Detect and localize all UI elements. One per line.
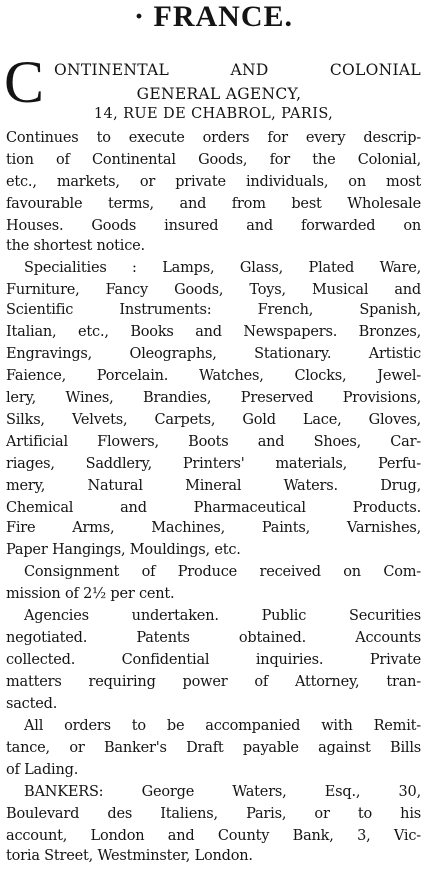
text-line: the shortest notice.: [6, 238, 145, 254]
text-line: Agencies undertaken. Public Securities: [24, 608, 421, 624]
agency-address: 14, RUE DE CHABROL, PARIS,: [93, 106, 334, 122]
text-line: etc., markets, or private individuals, on most: [6, 174, 421, 190]
text-line: tion of Continental Goods, for the Colonial,: [6, 152, 421, 168]
text-line: Houses. Goods insured and forwarded on: [6, 218, 421, 234]
text-line: lery, Wines, Brandies, Preserved Provisions,: [6, 390, 421, 406]
text-line: Continues to execute orders for every descrip-: [6, 130, 421, 146]
text-line: Scientific Instruments: French, Spanish,: [6, 302, 421, 318]
bankers-line: BANKERS: George Waters, Esq., 30,: [24, 784, 421, 800]
text-line: Faience, Porcelain. Watches, Clocks, Jewel-: [6, 368, 421, 384]
text-line: favourable terms, and from best Wholesale: [6, 196, 421, 212]
text-line: Consignment of Produce received on Com-: [24, 564, 421, 580]
text-line: Artificial Flowers, Boots and Shoes, Car-: [6, 434, 421, 450]
text-line: of Lading.: [6, 762, 79, 778]
text-line: sacted.: [6, 696, 58, 712]
text-line: mery, Natural Mineral Waters. Drug,: [6, 478, 421, 494]
text-line: Specialities : Lamps, Glass, Plated Ware,: [24, 260, 421, 276]
text-line: Paper Hangings, Mouldings, etc.: [6, 542, 241, 558]
text-line: Engravings, Oleographs, Stationary. Artistic: [6, 346, 421, 362]
text-line: toria Street, Westminster, London.: [6, 848, 253, 864]
text-line: matters requiring power of Attorney, tran-: [6, 674, 421, 690]
text-line: Silks, Velvets, Carpets, Gold Lace, Gloves,: [6, 412, 421, 428]
text-line: All orders to be accompanied with Remit-: [24, 718, 421, 734]
text-line: negotiated. Patents obtained. Accounts: [6, 630, 421, 646]
agency-name-line-1: ONTINENTAL AND COLONIAL: [54, 61, 421, 79]
text-line: collected. Confidential inquiries. Private: [6, 652, 421, 668]
agency-name-line-2: GENERAL AGENCY,: [136, 85, 302, 103]
text-line: mission of 2½ per cent.: [6, 586, 175, 602]
text-line: Fire Arms, Machines, Paints, Varnishes,: [6, 520, 421, 536]
text-line: Italian, etc., Books and Newspapers. Bronzes,: [6, 324, 421, 340]
text-line: tance, or Banker's Draft payable against Bills: [6, 740, 421, 756]
text-line: account, London and County Bank, 3, Vic-: [6, 828, 421, 844]
drop-cap-letter: C: [4, 49, 45, 115]
text-line: Furniture, Fancy Goods, Toys, Musical and: [6, 282, 421, 298]
text-line: Boulevard des Italiens, Paris, or to his: [6, 806, 421, 822]
text-line: Chemical and Pharmaceutical Products.: [6, 500, 421, 516]
country-heading: · FRANCE.: [134, 0, 293, 33]
text-line: riages, Saddlery, Printers' materials, Perfu-: [6, 456, 421, 472]
